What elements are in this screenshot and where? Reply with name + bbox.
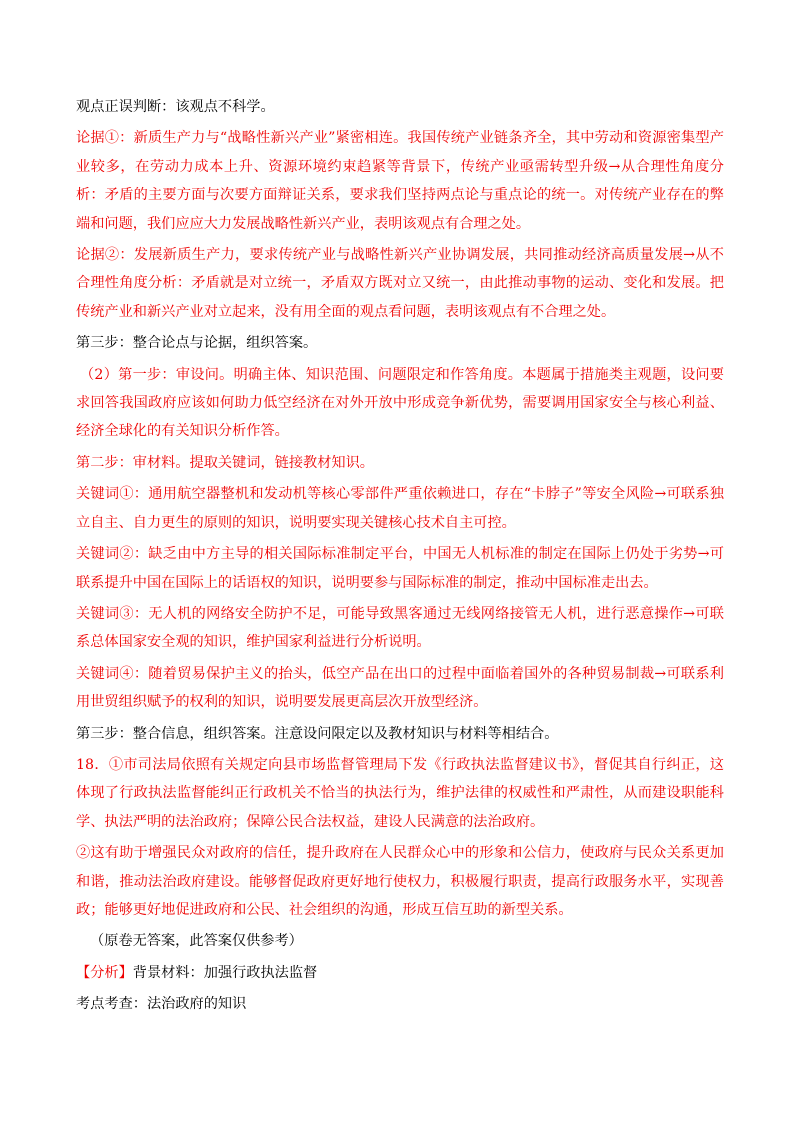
paragraph-step-3: 第三步：整合论点与论据，组织答案。 (76, 335, 318, 352)
document-body (76, 93, 724, 1022)
paragraph-exam-point: 考点考查：法治政府的知识 (76, 996, 247, 1013)
paragraph-keyword-2: 关键词②：缺乏由中方主导的相关国际标准制定平台，中国无人机标准的制定在国际上仍处于劣势→可联系提升中国在国际上的话语权的知识，说明要参与国际标准的制定，推动中国标准走出去。 (76, 546, 724, 591)
paragraph-keyword-3: 关键词③：无人机的网络安全防护不足，可能导致黑客通过无线网络接管无人机，进行恶意操作→可联系总体国家安全观的知识，维护国家利益进行分析说明。 (76, 605, 724, 651)
paragraph-reference-note: （原卷无答案，此答案仅供参考） (90, 933, 303, 950)
paragraph-question-2-step-1: （2）第一步：审设问。明确主体、知识范围、问题限定和作答角度。本题属于措施类主观题，设问要求回答我国政府应该如何助力低空经济在对外开放中形成竞争新优势，需要调用国家安全与核心利益、经济全球化的有关知识分析作答。 (76, 366, 724, 440)
paragraph-analysis (76, 959, 724, 987)
analysis-label: 【分析】 (76, 964, 133, 981)
paragraph-judgement: 观点正误判断：该观点不科学。 (76, 99, 275, 115)
paragraph-argument-2: 论据②：发展新质生产力，要求传统产业与战略性新兴产业协调发展，共同推动经济高质量发展→从不合理性角度分析：矛盾就是对立统一，矛盾双方既对立又统一，由此推动事物的运动、变化和发展。把传统产业和新兴产业对立起来，没有用全面的观点看问题，表明该观点有不合理之处。 (76, 247, 724, 320)
analysis-text: 背景材料：加强行政执法监督 (132, 964, 318, 981)
paragraph-question-18-part-1: 18．①市司法局依照有关规定向县市场监督管理局下发《行政执法监督建议书》，督促其自行纠正，这体现了行政执法监督能纠正行政机关不恰当的执法行为，维护法律的权威性和严肃性，从而建设职能科学、执法严明的法治政府；保障公民合法权益，建设人民满意的法治政府。 (76, 756, 724, 830)
paragraph-step-2: 第二步：审材料。提取关键词，链接教材知识。 (76, 454, 374, 471)
paragraph-question-18-part-2: ②这有助于增强民众对政府的信任，提升政府在人民群众心中的形象和公信力，使政府与民众关系更加和谐，推动法治政府建设。能够督促政府更好地行使权力，积极履行职责，提高行政服务水平，实现善政；能够更好地促进政府和公民、社会组织的沟通，形成互信互助的新型关系。 (76, 845, 724, 918)
paragraph-argument-1: 论据①：新质生产力与“战略性新兴产业”紧密相连。我国传统产业链条齐全，其中劳动和资源密集型产业较多，在劳动力成本上升、资源环境约束趋紧等背景下，传统产业亟需转型升级→从合理性角度分析：矛盾的主要方面与次要方面辩证关系，要求我们坚持两点论与重点论的统一。对传统产业存在的弊端和问题，我们应应大力发展战略性新兴产业，表明该观点有合理之处。 (76, 130, 724, 232)
paragraph-keyword-4: 关键词④：随着贸易保护主义的抬头，低空产品在出口的过程中面临着国外的各种贸易制裁→可联系利用世贸组织赋予的权利的知识，说明要发展更高层次开放型经济。 (76, 665, 724, 711)
paragraph-keyword-1: 关键词①：通用航空器整机和发动机等核心零部件严重依赖进口，存在“卡脖子”等安全风险→可联系独立自主、自力更生的原则的知识，说明要实现关键核心技术自主可控。 (76, 486, 724, 531)
paragraph-step-3-integrate: 第三步：整合信息，组织答案。注意设问限定以及教材知识与材料等相结合。 (76, 725, 559, 742)
